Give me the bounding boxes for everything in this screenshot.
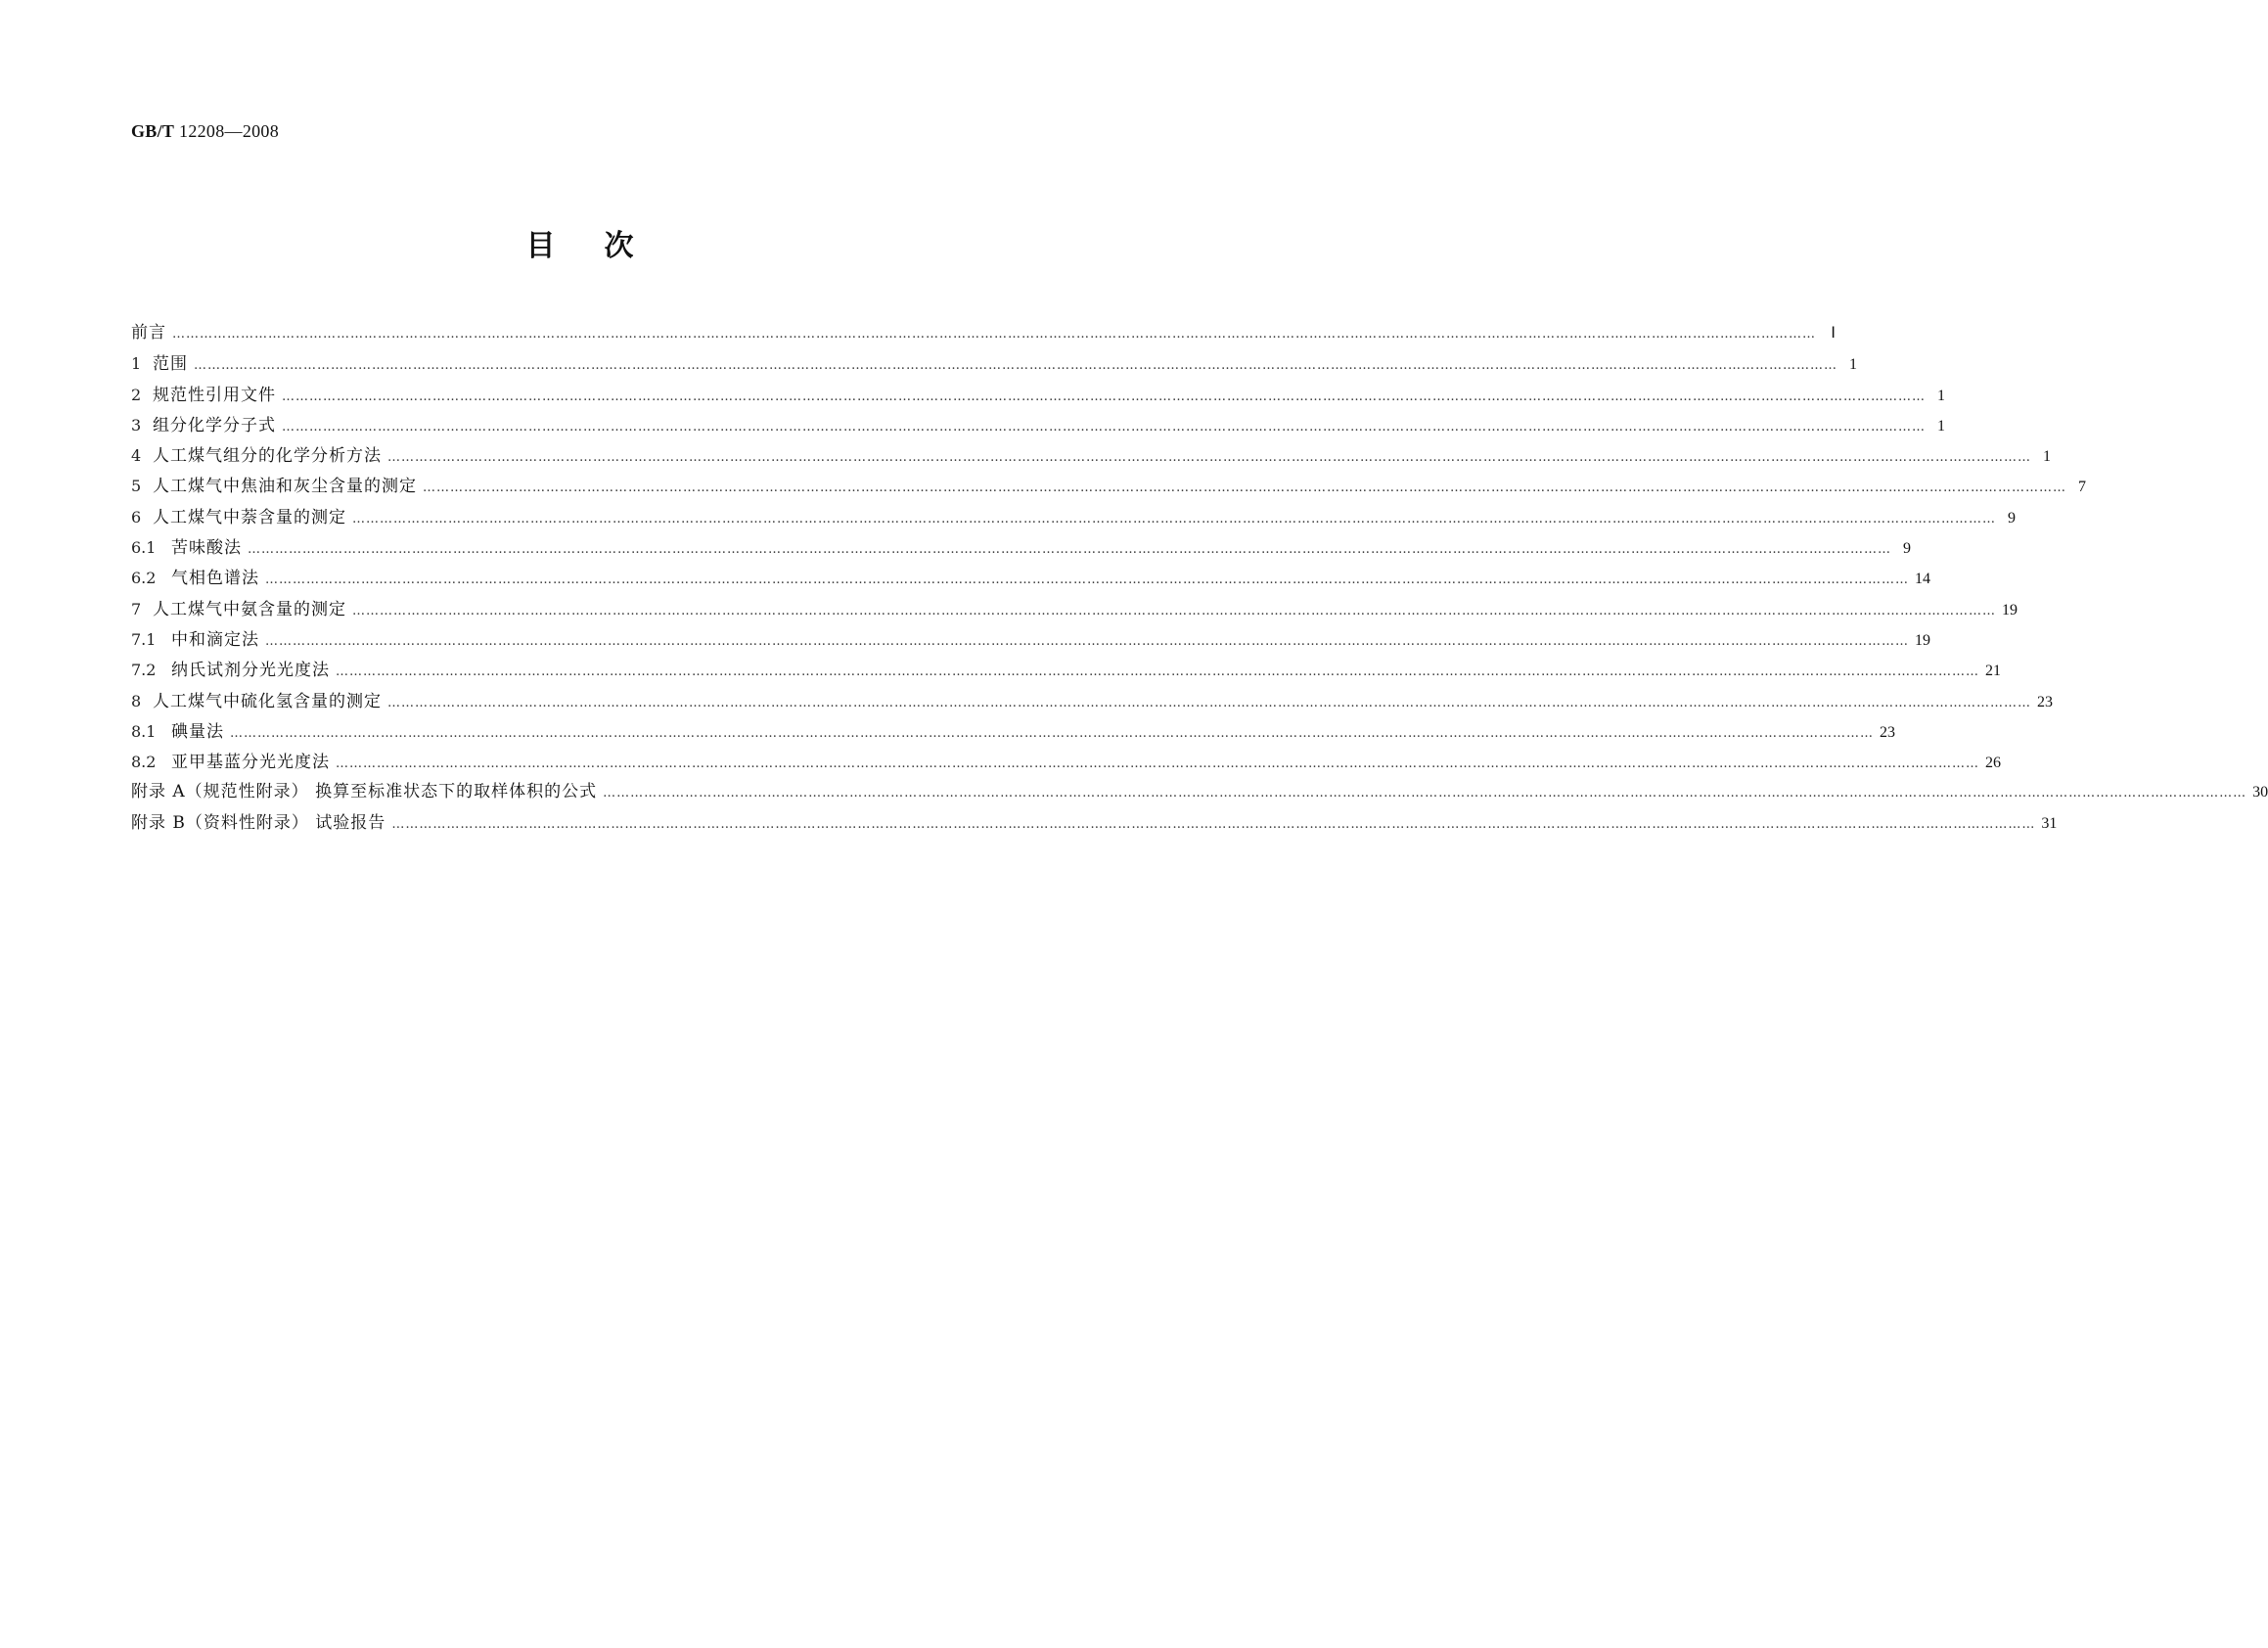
toc-page: 1 bbox=[2043, 448, 2051, 466]
toc-leader: ……………………………………………………………………………………………………………………………………………………………………………………………………………………………………………………………………………………………………………………………… bbox=[423, 481, 2066, 496]
toc-page: 9 bbox=[1903, 540, 1911, 558]
toc-entry[interactable] bbox=[131, 471, 2086, 501]
toc-page: 23 bbox=[2037, 693, 2053, 710]
standard-prefix: GB/T bbox=[131, 121, 175, 141]
toc-label: 气相色谱法 bbox=[171, 569, 259, 589]
toc-entry[interactable] bbox=[131, 686, 2053, 716]
toc-label: 中和滴定法 bbox=[171, 629, 259, 650]
toc-entry[interactable] bbox=[131, 594, 2018, 624]
toc-label: 组分化学分子式 bbox=[153, 415, 276, 435]
toc-entry[interactable] bbox=[131, 380, 1945, 410]
toc-page: 19 bbox=[2002, 601, 2018, 618]
toc-label: 范围 bbox=[153, 354, 188, 375]
toc-leader: ……………………………………………………………………………………………………………………………………………………………………………………………………………………………………………………………………………………………………………………………… bbox=[352, 603, 1996, 618]
toc-leader: ……………………………………………………………………………………………………………………………………………………………………………………………………………………………………………………………………………………………………………………………… bbox=[230, 725, 1874, 741]
toc-leader: ……………………………………………………………………………………………………………………………………………………………………………………………………………………………………………………………………………………………………………………………… bbox=[282, 389, 1926, 404]
toc-entry-appendix-a[interactable] bbox=[131, 777, 2268, 807]
toc-number: 3 bbox=[131, 415, 142, 435]
toc-entry[interactable] bbox=[131, 563, 1930, 593]
toc-entry[interactable] bbox=[131, 747, 2001, 777]
toc-entry[interactable] bbox=[131, 624, 1930, 655]
toc-number: 8.2 bbox=[131, 753, 157, 772]
toc-leader: ……………………………………………………………………………………………………………………………………………………………………………………………………………………………………………………………………………………………………………………………… bbox=[265, 572, 1909, 588]
toc-leader: ……………………………………………………………………………………………………………………………………………………………………………………………………………………………………………………………………………………………………………………………… bbox=[282, 419, 1926, 435]
standard-number: 12208—2008 bbox=[179, 121, 280, 141]
toc-page: 1 bbox=[1849, 356, 1857, 374]
toc-leader: ……………………………………………………………………………………………………………………………………………………………………………………………………………………………………………………………………………………………………………………………… bbox=[391, 816, 2036, 832]
toc-leader: ……………………………………………………………………………………………………………………………………………………………………………………………………………………………………………………………………………………………………………………………… bbox=[387, 450, 2031, 466]
toc-label: 规范性引用文件 bbox=[153, 385, 276, 405]
toc-page: 14 bbox=[1915, 571, 1930, 588]
toc-label: 附录 B（资料性附录） 试验报告 bbox=[131, 812, 386, 833]
toc-page: Ⅰ bbox=[1831, 325, 1836, 342]
toc-entry[interactable] bbox=[131, 532, 1911, 563]
toc-page: 1 bbox=[1937, 417, 1945, 435]
toc-entry[interactable] bbox=[131, 348, 1857, 379]
toc-number: 4 bbox=[131, 446, 142, 466]
toc-number: 7.1 bbox=[131, 629, 157, 649]
toc-number: 6.1 bbox=[131, 538, 157, 558]
toc-entry-foreword[interactable] bbox=[131, 318, 1836, 348]
toc-leader: ……………………………………………………………………………………………………………………………………………………………………………………………………………………………………………………………………………………………………………………………… bbox=[265, 633, 1909, 649]
toc-leader: ……………………………………………………………………………………………………………………………………………………………………………………………………………………………………………………………………………………………………………………………… bbox=[194, 358, 1837, 374]
toc-page: 9 bbox=[2008, 509, 2016, 526]
toc-label: 碘量法 bbox=[171, 721, 224, 742]
toc-label: 附录 A（规范性附录） 换算至标准状态下的取样体积的公式 bbox=[131, 782, 598, 802]
toc-entry-appendix-b[interactable] bbox=[131, 808, 2058, 839]
toc-label: 苦味酸法 bbox=[171, 538, 242, 559]
toc-page: 30 bbox=[2252, 784, 2268, 801]
toc-number: 7 bbox=[131, 599, 142, 618]
toc-label: 人工煤气中硫化氢含量的测定 bbox=[153, 691, 382, 711]
toc-label: 人工煤气中氨含量的测定 bbox=[153, 599, 346, 619]
toc-label: 人工煤气中焦油和灰尘含量的测定 bbox=[153, 477, 417, 497]
toc-leader: ……………………………………………………………………………………………………………………………………………………………………………………………………………………………………………………………………………………………………………………………… bbox=[352, 511, 1996, 526]
toc-entry[interactable] bbox=[131, 655, 2001, 685]
toc-number: 8 bbox=[131, 691, 142, 710]
toc-leader: ……………………………………………………………………………………………………………………………………………………………………………………………………………………………………………………………………………………………………………………………… bbox=[172, 327, 1816, 342]
toc-page: 23 bbox=[1880, 723, 1895, 741]
toc-entry[interactable] bbox=[131, 440, 2051, 471]
toc-number: 1 bbox=[131, 354, 142, 374]
toc-number: 5 bbox=[131, 477, 142, 496]
toc-label: 亚甲基蓝分光光度法 bbox=[171, 753, 330, 773]
toc-entry[interactable] bbox=[131, 410, 1945, 440]
page-title: 目次 bbox=[525, 229, 683, 263]
table-of-contents bbox=[131, 318, 2268, 839]
toc-page: 19 bbox=[1915, 631, 1930, 649]
toc-entry[interactable] bbox=[131, 502, 2016, 532]
toc-number: 8.1 bbox=[131, 721, 157, 741]
toc-label: 纳氏试剂分光光度法 bbox=[171, 661, 330, 681]
toc-leader: ……………………………………………………………………………………………………………………………………………………………………………………………………………………………………………………………………………………………………………………………… bbox=[387, 695, 2031, 710]
toc-number: 6 bbox=[131, 507, 142, 526]
toc-entry[interactable] bbox=[131, 716, 1895, 747]
toc-page: 31 bbox=[2041, 814, 2058, 832]
toc-label: 人工煤气中萘含量的测定 bbox=[153, 507, 346, 527]
toc-leader: ……………………………………………………………………………………………………………………………………………………………………………………………………………………………………………………………………………………………………………………………… bbox=[248, 542, 1891, 558]
toc-page: 7 bbox=[2078, 479, 2086, 496]
toc-label: 前言 bbox=[131, 323, 166, 343]
toc-number: 7.2 bbox=[131, 661, 157, 680]
toc-leader: ……………………………………………………………………………………………………………………………………………………………………………………………………………………………………………………………………………………………………………………………… bbox=[336, 756, 1979, 772]
toc-leader: ……………………………………………………………………………………………………………………………………………………………………………………………………………………………………………………………………………………………………………………………… bbox=[336, 664, 1979, 680]
standard-code bbox=[131, 121, 279, 142]
toc-leader: ……………………………………………………………………………………………………………………………………………………………………………………………………………………………………………………………………………………………………………………………… bbox=[603, 786, 2247, 801]
toc-page: 26 bbox=[1985, 755, 2001, 772]
toc-number: 2 bbox=[131, 385, 142, 404]
toc-number: 6.2 bbox=[131, 569, 157, 588]
toc-page: 1 bbox=[1937, 387, 1945, 404]
toc-page: 21 bbox=[1985, 663, 2001, 680]
toc-label: 人工煤气组分的化学分析方法 bbox=[153, 446, 382, 467]
